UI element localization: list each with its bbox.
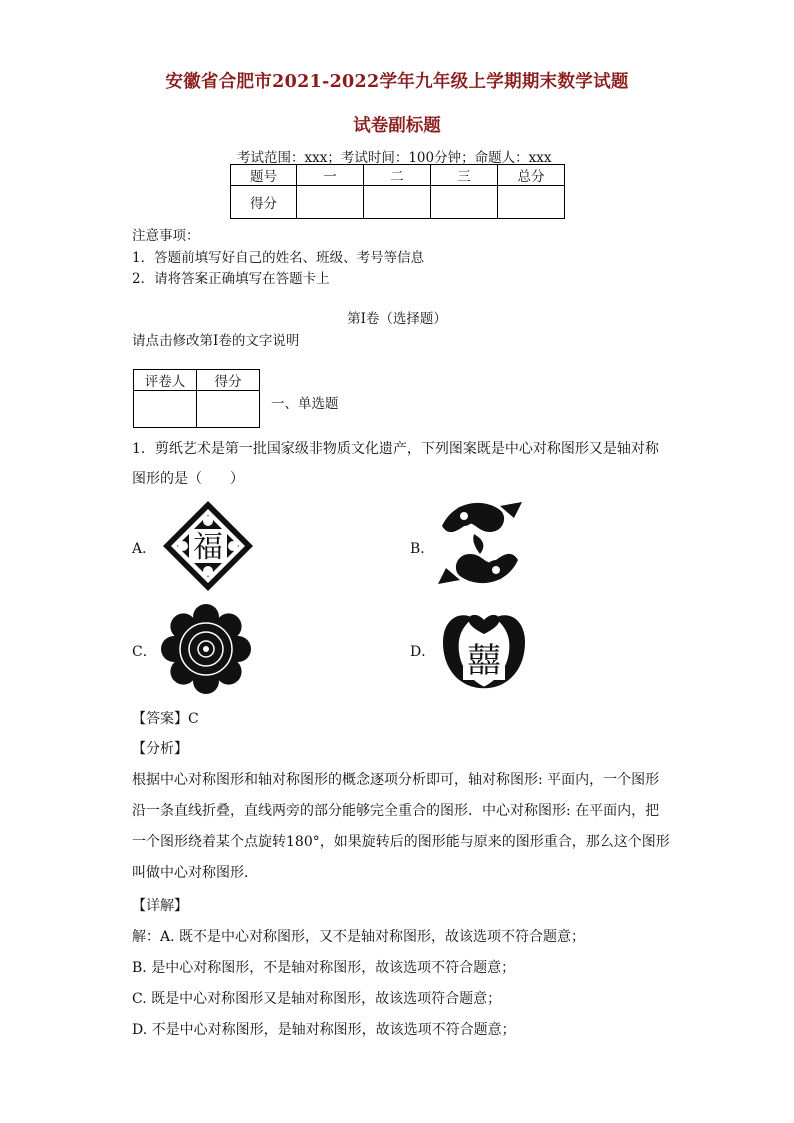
notes-heading: 注意事项： bbox=[132, 228, 200, 244]
score-header: 一 bbox=[297, 165, 364, 186]
document-subtitle: 试卷副标题 bbox=[353, 116, 441, 136]
flower-papercut-icon[interactable] bbox=[160, 603, 252, 695]
part-title: 第I卷（选择题） bbox=[347, 311, 447, 327]
fish-papercut-icon[interactable] bbox=[434, 496, 526, 590]
analysis-line: 叫做中心对称图形． bbox=[132, 865, 258, 881]
section-title: 一、单选题 bbox=[271, 396, 339, 412]
grader-header: 得分 bbox=[197, 370, 260, 391]
score-header: 总分 bbox=[498, 165, 565, 186]
note-item: 1．答题前填写好自己的姓名、班级、考号等信息 bbox=[132, 250, 425, 266]
option-b-label: B． bbox=[410, 541, 435, 557]
grader-header: 评卷人 bbox=[134, 370, 197, 391]
grader-cell[interactable] bbox=[197, 391, 260, 428]
analysis-line: 沿一条直线折叠，直线两旁的部分能够完全重合的图形．中心对称图形: 在平面内，把 bbox=[132, 803, 660, 819]
grader-cell[interactable] bbox=[134, 391, 197, 428]
grader-table bbox=[133, 369, 260, 428]
question-text: 图形的是（ ） bbox=[132, 471, 244, 487]
detail-line: B. 是中心对称图形，不是轴对称图形，故该选项不符合题意； bbox=[132, 960, 516, 976]
score-header: 二 bbox=[364, 165, 431, 186]
option-d-label: D． bbox=[410, 644, 436, 660]
detail-heading: 【详解】 bbox=[132, 898, 188, 914]
option-a-label: A． bbox=[132, 541, 157, 557]
svg-text:囍: 囍 bbox=[467, 641, 501, 681]
detail-line: D. 不是中心对称图形，是轴对称图形，故该选项不符合题意； bbox=[132, 1022, 516, 1038]
fu-character-papercut-icon[interactable] bbox=[161, 499, 255, 593]
detail-line: 解：A. 既不是中心对称图形，又不是轴对称图形，故该选项不符合题意； bbox=[132, 929, 586, 945]
score-cell[interactable] bbox=[431, 186, 498, 219]
answer-label: 【答案】C bbox=[132, 711, 199, 727]
analysis-line: 一个图形绕着某个点旋转180°，如果旋转后的图形能与原来的图形重合，那么这个图形 bbox=[132, 834, 670, 850]
score-cell[interactable] bbox=[297, 186, 364, 219]
document-title: 安徽省合肥市2021-2022学年九年级上学期期末数学试题 bbox=[165, 72, 629, 92]
note-item: 2．请将答案正确填写在答题卡上 bbox=[132, 271, 330, 287]
exam-info: 考试范围：xxx；考试时间：100分钟；命题人：xxx bbox=[237, 150, 552, 166]
question-text: 1．剪纸艺术是第一批国家级非物质文化遗产，下列图案既是中心对称图形又是轴对称 bbox=[132, 441, 659, 457]
score-cell[interactable] bbox=[364, 186, 431, 219]
score-header: 三 bbox=[431, 165, 498, 186]
part-instruction: 请点击修改第I卷的文字说明 bbox=[132, 333, 300, 349]
score-row-label: 得分 bbox=[231, 186, 297, 219]
analysis-heading: 【分析】 bbox=[132, 741, 188, 757]
score-table bbox=[230, 164, 565, 219]
svg-text:福: 福 bbox=[193, 530, 223, 565]
option-c-label: C． bbox=[132, 644, 157, 660]
detail-line: C. 既是中心对称图形又是轴对称图形，故该选项符合题意； bbox=[132, 991, 502, 1007]
score-header: 题号 bbox=[231, 165, 297, 186]
double-happiness-papercut-icon[interactable] bbox=[437, 602, 531, 692]
analysis-line: 根据中心对称图形和轴对称图形的概念逐项分析即可，轴对称图形: 平面内，一个图形 bbox=[132, 772, 660, 788]
score-cell[interactable] bbox=[498, 186, 565, 219]
